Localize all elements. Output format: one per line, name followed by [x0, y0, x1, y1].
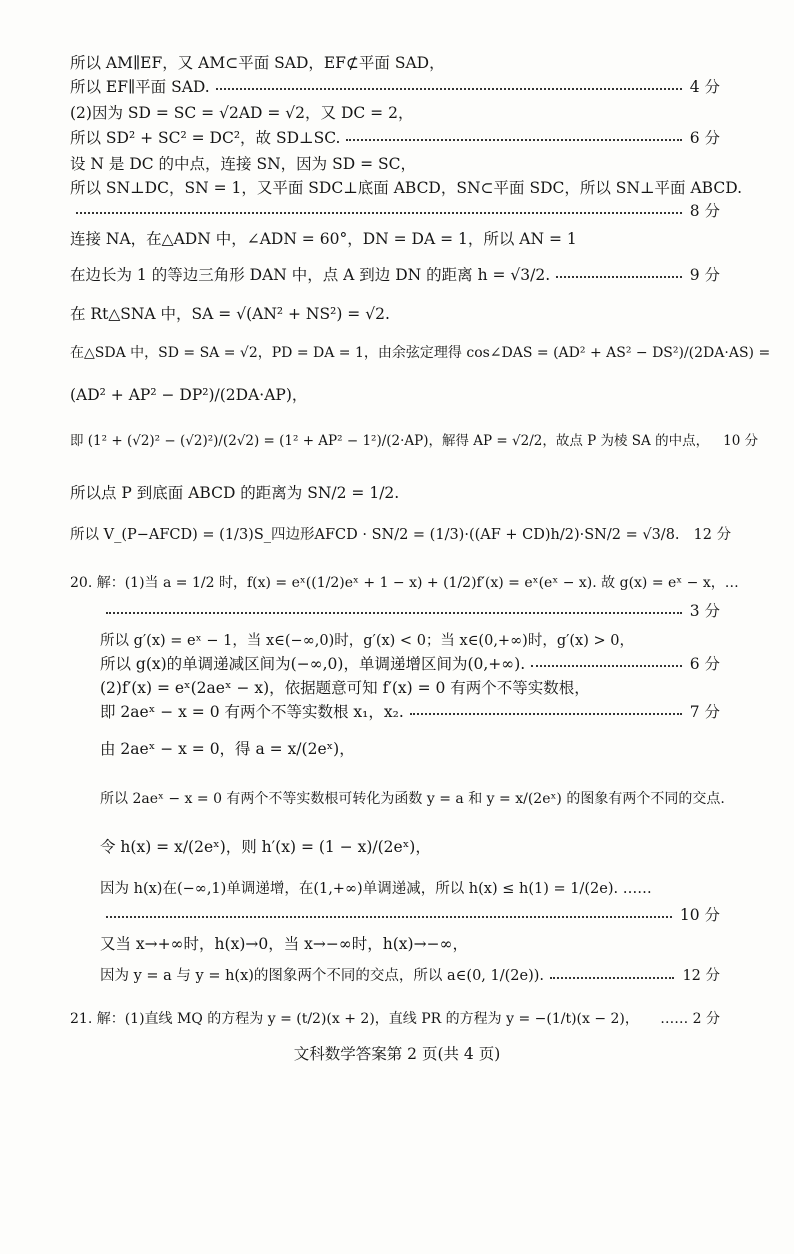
text-line: 所以 SN⊥DC，SN = 1，又平面 SDC⊥底面 ABCD，SN⊂平面 SDC，所以 SN⊥平面 ABCD.: [70, 179, 742, 197]
score-points: …… 2 分: [660, 1011, 720, 1027]
dot-leader: [106, 916, 672, 918]
text-line: (2)因为 SD = SC = √2AD = √2，又 DC = 2，: [70, 104, 414, 122]
text-line: 令 h(x) = x/(2eˣ)，则 h′(x) = (1 − x)/(2eˣ)，: [100, 838, 431, 856]
text-line: [70, 200, 720, 222]
score-points: 3 分: [689, 602, 720, 620]
text-line: 20. 解：(1)当 a = 1/2 时，f(x) = eˣ((1/2)eˣ + 1 − x) + (1/2)f′(x) = eˣ(eˣ − x). 故 g(x) = eˣ − x，…: [70, 575, 739, 591]
dot-leader: [76, 212, 682, 214]
text-line: [100, 904, 720, 926]
score-points: 10 分: [679, 906, 720, 924]
text-line: 所以 EF∥平面 SAD. 4 分: [70, 78, 720, 96]
dot-leader: [550, 977, 674, 979]
dot-leader: [556, 276, 682, 278]
dot-leader: [410, 713, 682, 715]
text-line: 因为 y = a 与 y = h(x)的图象两个不同的交点，所以 a∈(0, 1/(2e)). 12 分: [100, 965, 720, 987]
text-line: 所以 g(x)的单调递减区间为(−∞,0)，单调递增区间为(0,+∞). 6 分: [100, 655, 720, 673]
text-line: 在△SDA 中，SD = SA = √2，PD = DA = 1，由余弦定理得 cos∠DAS = (AD² + AS² − DS²)/(2DA·AS) =: [70, 345, 771, 361]
text-line: 设 N 是 DC 的中点，连接 SN，因为 SD = SC，: [70, 155, 416, 173]
text-line: 又当 x→+∞时，h(x)→0，当 x→−∞时，h(x)→−∞，: [100, 935, 468, 953]
text-line: (AD² + AP² − DP²)/(2DA·AP)，: [70, 386, 308, 404]
text-line: 即 2aeˣ − x = 0 有两个不等实数根 x₁，x₂. 7 分: [100, 703, 720, 721]
text-line: [100, 600, 720, 622]
score-points: 12 分: [693, 527, 732, 543]
score-points: 8 分: [689, 202, 720, 220]
text-line: 所以 V_(P−AFCD) = (1/3)S_四边形AFCD · SN/2 = (1/3)·((AF + CD)h/2)·SN/2 = √3/8. 12 分: [70, 524, 720, 546]
text-line: 由 2aeˣ − x = 0，得 a = x/(2eˣ)，: [100, 740, 355, 758]
score-points: 9 分: [689, 266, 720, 284]
text-line: 21. 解：(1)直线 MQ 的方程为 y = (t/2)(x + 2)，直线 PR 的方程为 y = −(1/t)(x − 2)， …… 2 分: [70, 1008, 720, 1030]
text-line: 所以 AM∥EF，又 AM⊂平面 SAD，EF⊄平面 SAD，: [70, 54, 445, 72]
text-line: 所以 2aeˣ − x = 0 有两个不等实数根可转化为函数 y = a 和 y = x/(2eˣ) 的图象有两个不同的交点.: [100, 791, 725, 807]
text-line: 连接 NA，在△ADN 中，∠ADN = 60°，DN = DA = 1，所以 AN = 1: [70, 230, 577, 248]
score-points: 4 分: [689, 78, 720, 96]
text-line: 即 (1² + (√2)² − (√2)²)/(2√2) = (1² + AP² − 1²)/(2·AP)，解得 AP = √2/2，故点 P 为棱 SA 的中点， 10 分: [70, 430, 720, 452]
dot-leader: [531, 665, 682, 667]
dot-leader: [216, 88, 682, 90]
page-footer: 文科数学答案第 2 页(共 4 页): [293, 1045, 501, 1063]
text-line: 因为 h(x)在(−∞,1)单调递增，在(1,+∞)单调递减，所以 h(x) ≤ h(1) = 1/(2e). ……: [100, 881, 652, 897]
text-line: 所以点 P 到底面 ABCD 的距离为 SN/2 = 1/2.: [70, 484, 400, 502]
score-points: 6 分: [689, 655, 720, 673]
text-line: 所以 g′(x) = eˣ − 1，当 x∈(−∞,0)时，g′(x) < 0；当 x∈(0,+∞)时，g′(x) > 0，: [100, 633, 634, 649]
score-points: 7 分: [689, 703, 720, 721]
dot-leader: [346, 139, 681, 141]
text-line: 在 Rt△SNA 中，SA = √(AN² + NS²) = √2.: [70, 305, 390, 323]
score-points: 10 分: [723, 433, 759, 449]
text-line: 在边长为 1 的等边三角形 DAN 中，点 A 到边 DN 的距离 h = √3/2. 9 分: [70, 266, 720, 284]
text-line: 所以 SD² + SC² = DC²，故 SD⊥SC. 6 分: [70, 129, 720, 147]
dot-leader: [106, 612, 682, 614]
score-points: 12 分: [682, 968, 720, 984]
text-line: (2)f′(x) = eˣ(2aeˣ − x)，依据题意可知 f′(x) = 0 有两个不等实数根，: [100, 679, 590, 697]
score-points: 6 分: [689, 129, 720, 147]
